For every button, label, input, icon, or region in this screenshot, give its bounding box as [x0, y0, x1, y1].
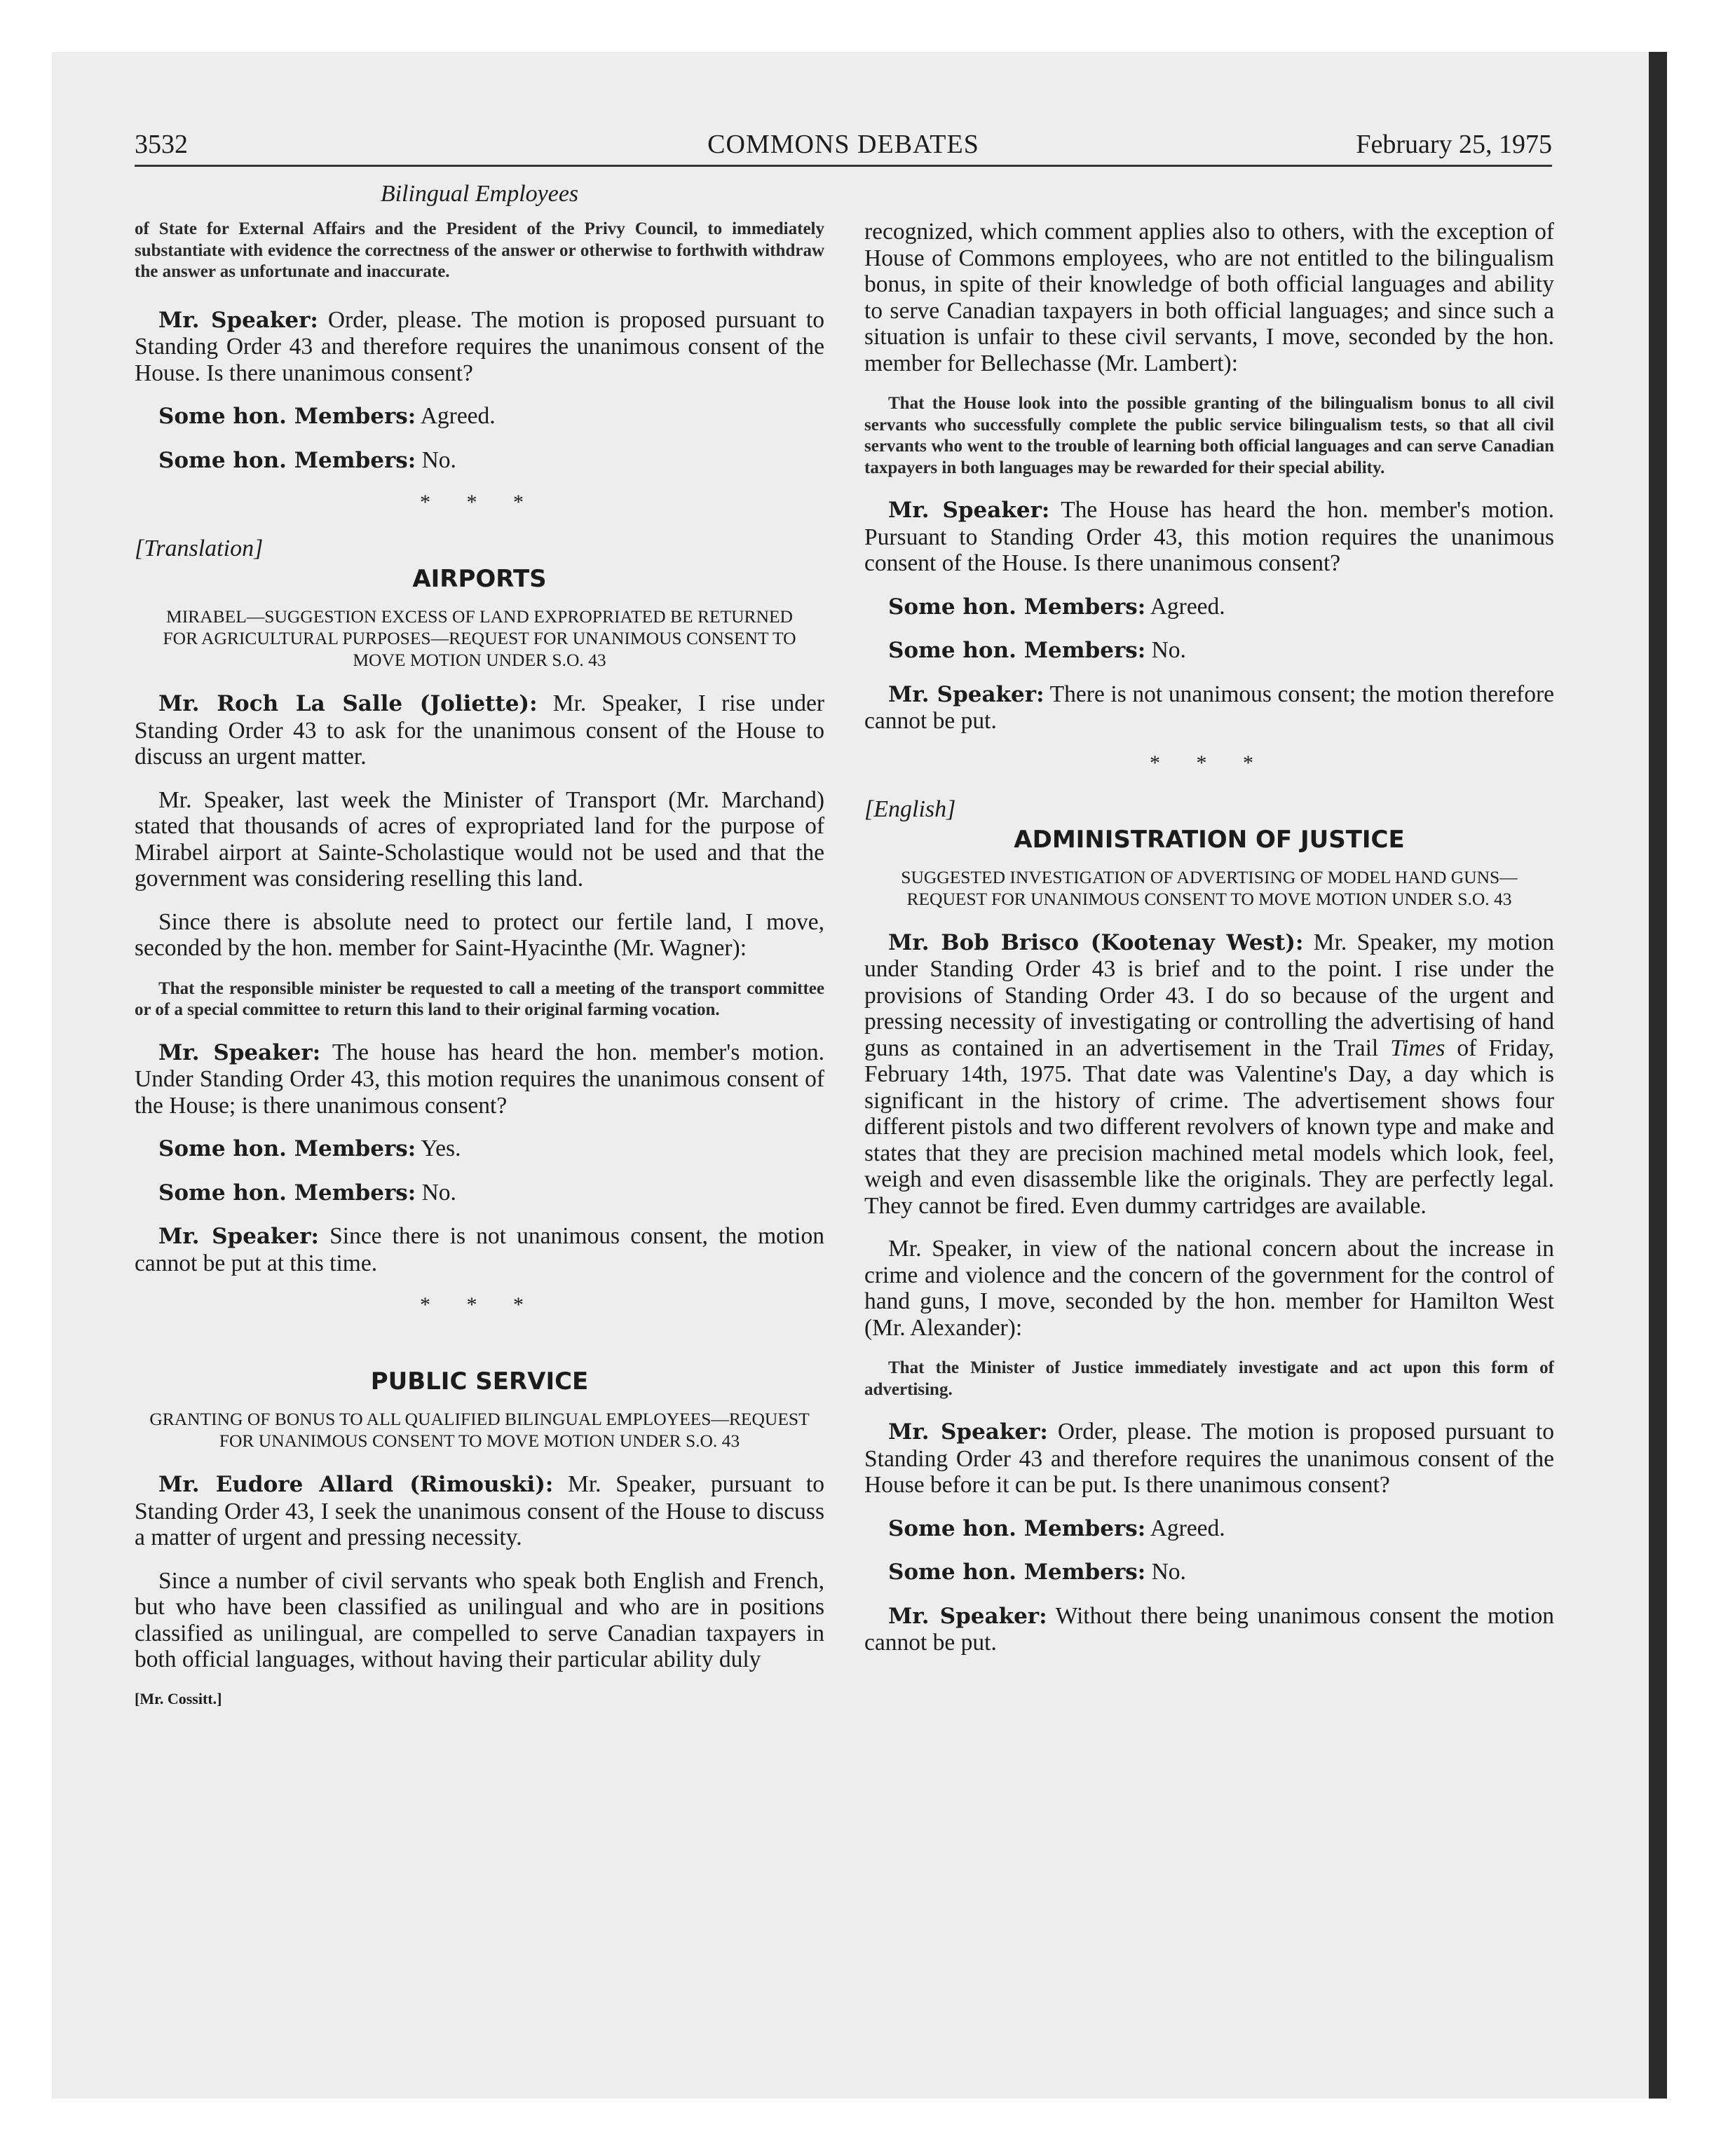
section-divider: * * *	[420, 1293, 539, 1316]
speaker-name: Mr. Speaker:	[888, 498, 1050, 523]
paragraph	[135, 1471, 824, 1551]
speaker-name: Some hon. Members:	[158, 447, 416, 473]
speaker-name: Mr. Eudore Allard (Rimouski):	[158, 1472, 554, 1497]
speaker-footnote: [Mr. Cossitt.]	[135, 1689, 222, 1707]
paragraph	[135, 403, 824, 430]
paragraph	[135, 690, 824, 770]
paragraph	[864, 1603, 1554, 1656]
section-divider: * * *	[420, 491, 539, 514]
section-divider: * * *	[1150, 751, 1269, 775]
speaker-name: Mr. Speaker:	[158, 1039, 321, 1065]
speaker-name: Some hon. Members:	[158, 1180, 416, 1206]
paragraph	[135, 1039, 824, 1119]
paragraph: Since a number of civil servants who speak both English and French, but who have been classified as unilingual and who are in positions classified as unilingual, are compelled to serve Canadian taxpayers in both official languages, without having their particular ability duly	[135, 1567, 824, 1672]
paragraph: Mr. Speaker, in view of the national concern about the increase in crime and violence and the concern of the government for the control of hand guns, I move, seconded by the hon. member for Hamilton West (Mr. Alexander):	[864, 1236, 1554, 1341]
speech-text: of Friday, February 14th, 1975. That date was Valentine's Day, a day which is significant in the history of crime. The advertisement shows four different pistols and two different revolvers of known type and make and states that they are precision machined metal models which look, feel, weigh and even disassemble like the originals. They are perfectly legal. They cannot be fired. Even dummy cartridges are available.	[864, 1035, 1554, 1219]
speaker-name: Some hon. Members:	[158, 404, 416, 429]
paragraph	[864, 681, 1554, 735]
paragraph	[864, 497, 1554, 577]
speech-text: Order, please. The motion is proposed pursuant to Standing Order 43 and therefore requires the unanimous consent of the House before it can be put. Is there unanimous consent?	[864, 1419, 1554, 1498]
page-date: February 25, 1975	[1356, 130, 1552, 159]
speech-text: Yes.	[416, 1135, 461, 1161]
speech-text: Since there is not unanimous consent, the motion cannot be put at this time.	[135, 1223, 824, 1276]
paragraph	[864, 929, 1554, 1220]
quoted-motion: That the Minister of Justice immediately investigate and act upon this form of advertising.	[864, 1358, 1554, 1399]
publication-title: COMMONS DEBATES	[707, 130, 979, 159]
paragraph: Mr. Speaker, last week the Minister of Transport (Mr. Marchand) stated that thousands of acres of expropriated land for the purpose of Mirabel airport at Sainte-Scholastique would not be used and that the government was considering reselling this land.	[135, 786, 824, 892]
speech-text: The house has heard the hon. member's motion. Under Standing Order 43, this motion requires the unanimous consent of the House; is there unanimous consent?	[135, 1039, 824, 1119]
speaker-name: Mr. Speaker:	[158, 1224, 319, 1249]
paragraph	[135, 1180, 824, 1207]
speech-text: There is not unanimous consent; the motion therefore cannot be put.	[864, 681, 1554, 734]
speaker-name: Some hon. Members:	[888, 1515, 1146, 1541]
language-tag: [Translation]	[135, 535, 264, 561]
speech-text: Mr. Speaker, my motion under Standing Order 43 is brief and to the point. I rise under the provisions of Standing Order 43. I do so because of the urgent and pressing necessity of investigating or controlling the advertising of hand guns as contained in an advertisement in the Trail	[864, 929, 1554, 1061]
speech-text: The House has heard the hon. member's motion. Pursuant to Standing Order 43, this motion requires the unanimous consent of the House. Is there unanimous consent?	[864, 497, 1554, 576]
paragraph	[135, 307, 824, 387]
speaker-name: Some hon. Members:	[158, 1136, 416, 1161]
speaker-name: Some hon. Members:	[888, 1560, 1146, 1585]
quoted-motion: of State for External Affairs and the President of the Privy Council, to immediately substantiate with evidence the correctness of the answer or otherwise to forthwith withdraw the answer as unfortunate and inaccurate.	[135, 219, 824, 281]
quoted-motion: That the House look into the possible granting of the bilingualism bonus to all civil servants who successfully complete the public service bilingualism tests, so that all civil servants who went to the trouble of learning both official languages and can serve Canadian taxpayers in both languages may be rewarded for their special ability.	[864, 394, 1554, 477]
speech-text: No.	[1145, 1559, 1186, 1585]
paragraph	[864, 1559, 1554, 1586]
speaker-name: Mr. Roch La Salle (Joliette):	[158, 691, 538, 716]
section-heading: PUBLIC SERVICE	[370, 1367, 589, 1396]
paragraph	[864, 637, 1554, 664]
newspaper-title: Times	[1390, 1035, 1445, 1061]
language-tag: [English]	[864, 796, 956, 822]
speech-text: Mr. Speaker, pursuant to Standing Order 43, I seek the unanimous consent of the House to discuss a matter of urgent and pressing necessity.	[135, 1471, 824, 1550]
speech-text: Order, please. The motion is proposed pursuant to Standing Order 43 and therefore requires the unanimous consent of the House. Is there unanimous consent?	[135, 306, 824, 386]
paragraph	[135, 1223, 824, 1276]
paragraph	[135, 1135, 824, 1163]
section-heading: AIRPORTS	[412, 565, 547, 593]
right-column	[864, 219, 1554, 1673]
paragraph: recognized, which comment applies also to others, with the exception of House of Commons employees, who are not entitled to the bilingualism bonus, in spite of their knowledge of both official languages and ability to serve Canadian taxpayers in both official languages; and since such a situation is unfair to these civil servants, I move, seconded by the hon. member for Bellechasse (Mr. Lambert):	[864, 219, 1554, 376]
paragraph	[135, 447, 824, 475]
paragraph: Since there is absolute need to protect our fertile land, I move, seconded by the hon. member for Saint-Hyacinthe (Mr. Wagner):	[135, 908, 824, 961]
speaker-name: Mr. Speaker:	[888, 1603, 1047, 1629]
quoted-motion: That the responsible minister be requested to call a meeting of the transport committee or of a special committee to return this land to their original farming vocation.	[135, 978, 824, 1019]
speech-text: Mr. Speaker, I rise under Standing Order 43 to ask for the unanimous consent of the House to discuss an urgent matter.	[135, 690, 824, 770]
section-heading: ADMINISTRATION OF JUSTICE	[1014, 825, 1405, 854]
speech-text: No.	[416, 446, 456, 473]
speech-text: No.	[416, 1179, 456, 1206]
speech-text: No.	[1145, 637, 1186, 663]
paragraph	[864, 1419, 1554, 1499]
running-head: Bilingual Employees	[380, 181, 579, 207]
section-subheading: SUGGESTED INVESTIGATION OF ADVERTISING OF MODEL HAND GUNS—REQUEST FOR UNANIMOUS CONSENT TO MOVE MOTION UNDER S.O. 43	[901, 866, 1518, 909]
speech-text: Agreed.	[416, 403, 496, 429]
speech-text: Without there being unanimous consent the motion cannot be put.	[864, 1602, 1554, 1656]
section-subheading: GRANTING OF BONUS TO ALL QUALIFIED BILINGUAL EMPLOYEES—REQUEST FOR UNANIMOUS CONSENT TO MOVE MOTION UNDER S.O. 43	[149, 1409, 810, 1451]
scan-edge-shadow	[1649, 52, 1667, 2099]
speaker-name: Some hon. Members:	[888, 594, 1146, 620]
speaker-name: Some hon. Members:	[888, 638, 1146, 663]
speech-text: Agreed.	[1145, 1515, 1225, 1541]
speaker-name: Mr. Speaker:	[158, 307, 318, 333]
section-subheading: MIRABEL—SUGGESTION EXCESS OF LAND EXPROPRIATED BE RETURNED FOR AGRICULTURAL PURPOSES—REQUEST FOR UNANIMOUS CONSENT TO MOVE MOTION UNDER S.O. 43	[163, 606, 796, 670]
speaker-name: Mr. Speaker:	[888, 1419, 1048, 1445]
paragraph	[864, 1515, 1554, 1543]
speech-text: Agreed.	[1145, 593, 1225, 620]
paragraph	[864, 594, 1554, 621]
speaker-name: Mr. Speaker:	[888, 681, 1045, 707]
speaker-name: Mr. Bob Brisco (Kootenay West):	[888, 929, 1304, 955]
left-column	[135, 219, 824, 1708]
page-number: 3532	[135, 130, 188, 159]
page-header	[135, 128, 1552, 167]
